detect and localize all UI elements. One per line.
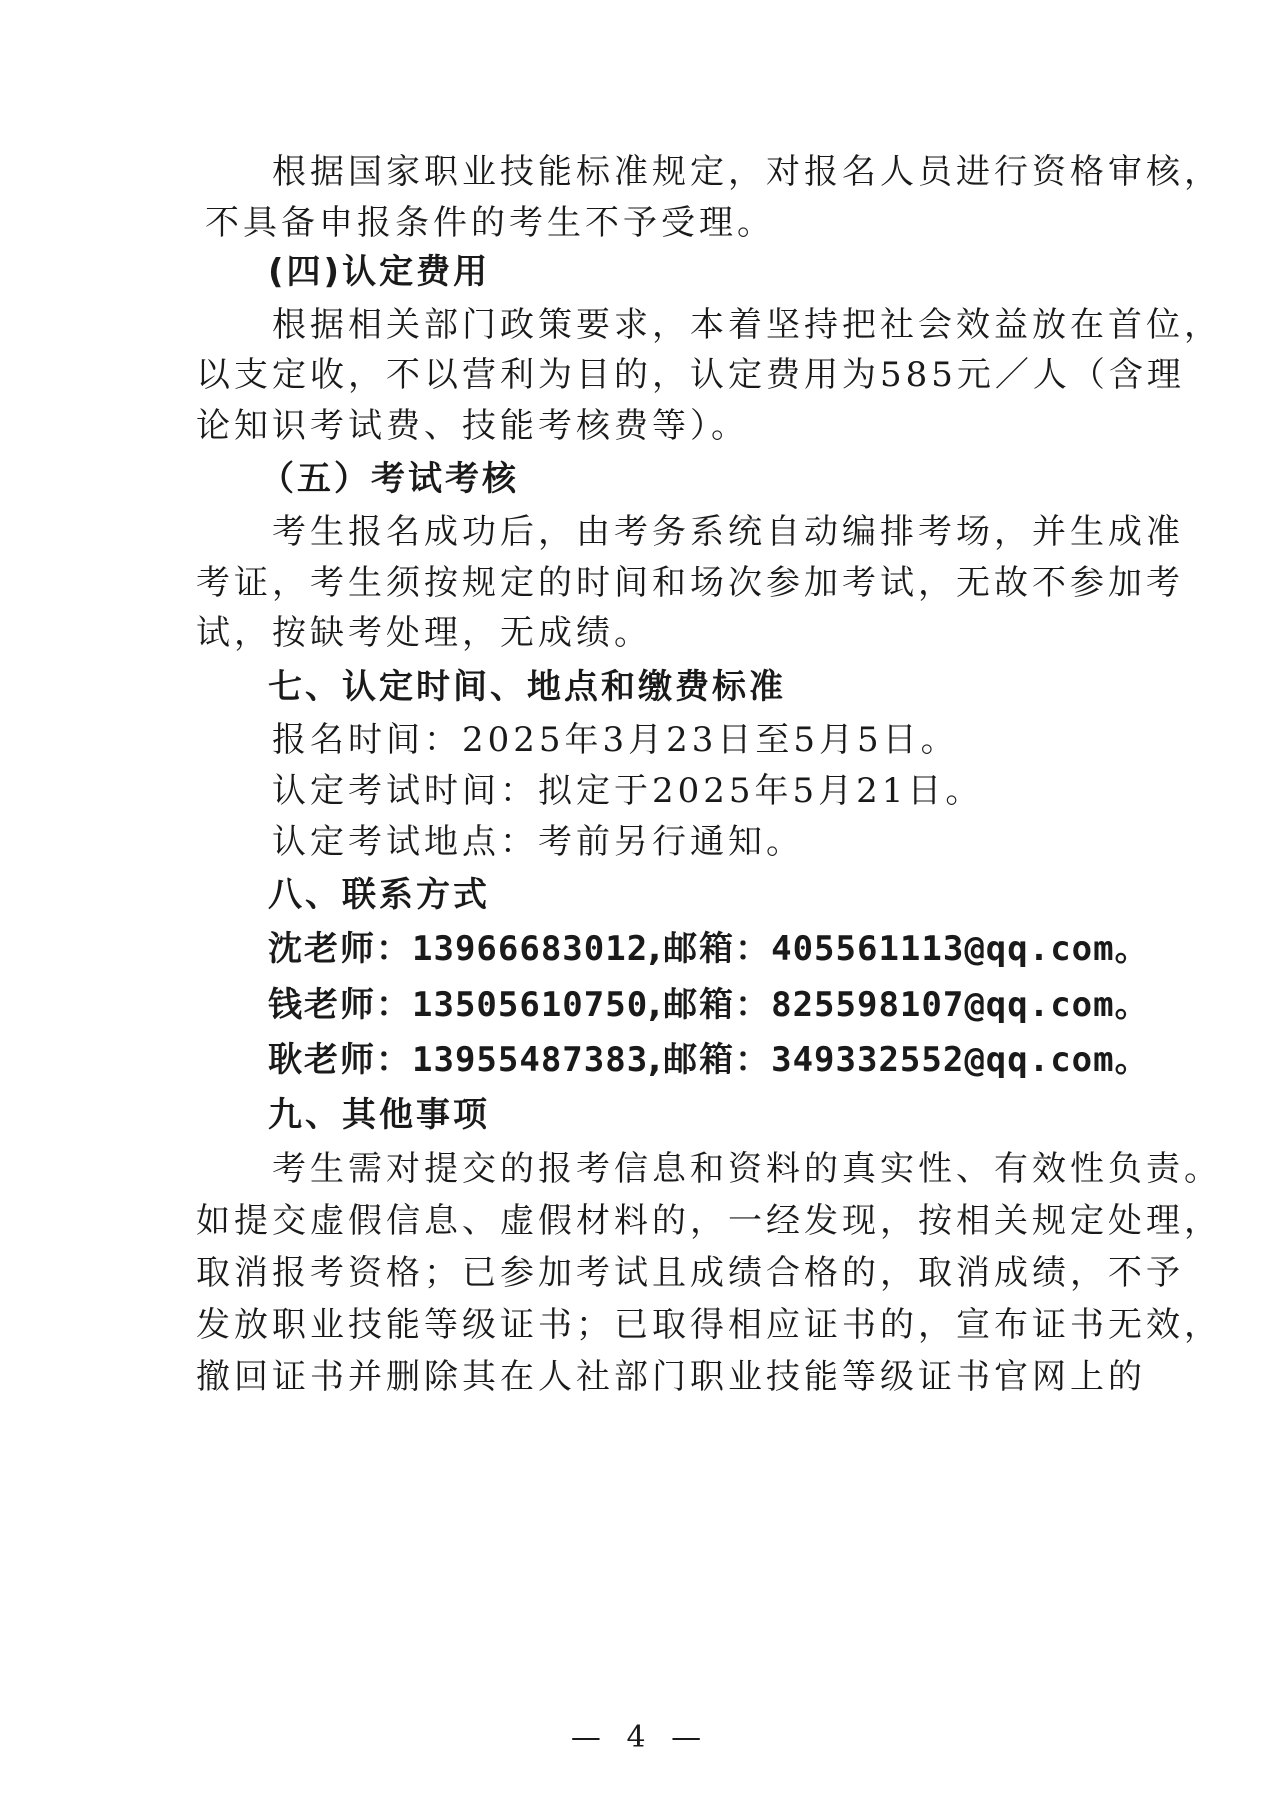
contact-email-label: 邮箱 xyxy=(663,1040,736,1080)
exam-heading: （五）考试考核 xyxy=(260,459,519,499)
fee-heading: (四)认定费用 xyxy=(268,252,491,292)
contact-email: 405561113@qq.com xyxy=(771,929,1115,969)
other-line-5: 撤回证书并删除其在人社部门职业技能等级证书官网上的 xyxy=(196,1357,1146,1397)
contact-name: 钱老师 xyxy=(268,985,376,1025)
contact-row: 沈老师：13966683012,邮箱：405561113@qq.com。 xyxy=(268,929,1151,969)
exam-line-3: 试，按缺考处理，无成绩。 xyxy=(196,613,652,653)
time-line-2: 认定考试时间：拟定于2025年5月21日。 xyxy=(272,771,984,811)
contact-heading: 八、联系方式 xyxy=(268,875,490,915)
other-line-4: 发放职业技能等级证书；已取得相应证书的，宣布证书无效， xyxy=(196,1305,1222,1345)
fee-line-3: 论知识考试费、技能考核费等）。 xyxy=(196,406,749,446)
other-line-1: 考生需对提交的报考信息和资料的真实性、有效性负责。 xyxy=(272,1149,1222,1189)
contact-phone: 13955487383 xyxy=(412,1040,649,1080)
fee-line-1: 根据相关部门政策要求，本着坚持把社会效益放在首位， xyxy=(272,305,1222,345)
contact-email: 825598107@qq.com xyxy=(771,985,1115,1025)
time-heading: 七、认定时间、地点和缴费标准 xyxy=(268,667,786,707)
page-number: — 4 — xyxy=(570,1720,710,1755)
contact-row: 钱老师：13505610750,邮箱：825598107@qq.com。 xyxy=(268,985,1151,1025)
contact-phone: 13505610750 xyxy=(412,985,649,1025)
contact-email: 349332552@qq.com xyxy=(771,1040,1115,1080)
time-line-1: 报名时间：2025年3月23日至5月5日。 xyxy=(272,720,959,760)
other-heading: 九、其他事项 xyxy=(268,1095,490,1135)
contact-email-label: 邮箱 xyxy=(663,929,736,969)
contact-row: 耿老师：13955487383,邮箱：349332552@qq.com。 xyxy=(268,1040,1151,1080)
time-line-3: 认定考试地点：考前另行通知。 xyxy=(272,822,804,862)
review-line-1: 根据国家职业技能标准规定，对报名人员进行资格审核， xyxy=(272,152,1222,192)
exam-line-2: 考证，考生须按规定的时间和场次参加考试，无故不参加考 xyxy=(196,563,1184,603)
review-line-2: 不具备申报条件的考生不予受理。 xyxy=(205,203,775,243)
other-line-2: 如提交虚假信息、虚假材料的，一经发现，按相关规定处理， xyxy=(196,1201,1222,1241)
contact-email-label: 邮箱 xyxy=(663,985,736,1025)
contact-name: 沈老师 xyxy=(268,929,376,969)
contact-phone: 13966683012 xyxy=(412,929,649,969)
fee-line-2: 以支定收，不以营利为目的，认定费用为585元／人（含理 xyxy=(196,355,1185,395)
contact-name: 耿老师 xyxy=(268,1040,376,1080)
exam-line-1: 考生报名成功后，由考务系统自动编排考场，并生成准 xyxy=(272,512,1184,552)
other-line-3: 取消报考资格；已参加考试且成绩合格的，取消成绩，不予 xyxy=(196,1253,1184,1293)
